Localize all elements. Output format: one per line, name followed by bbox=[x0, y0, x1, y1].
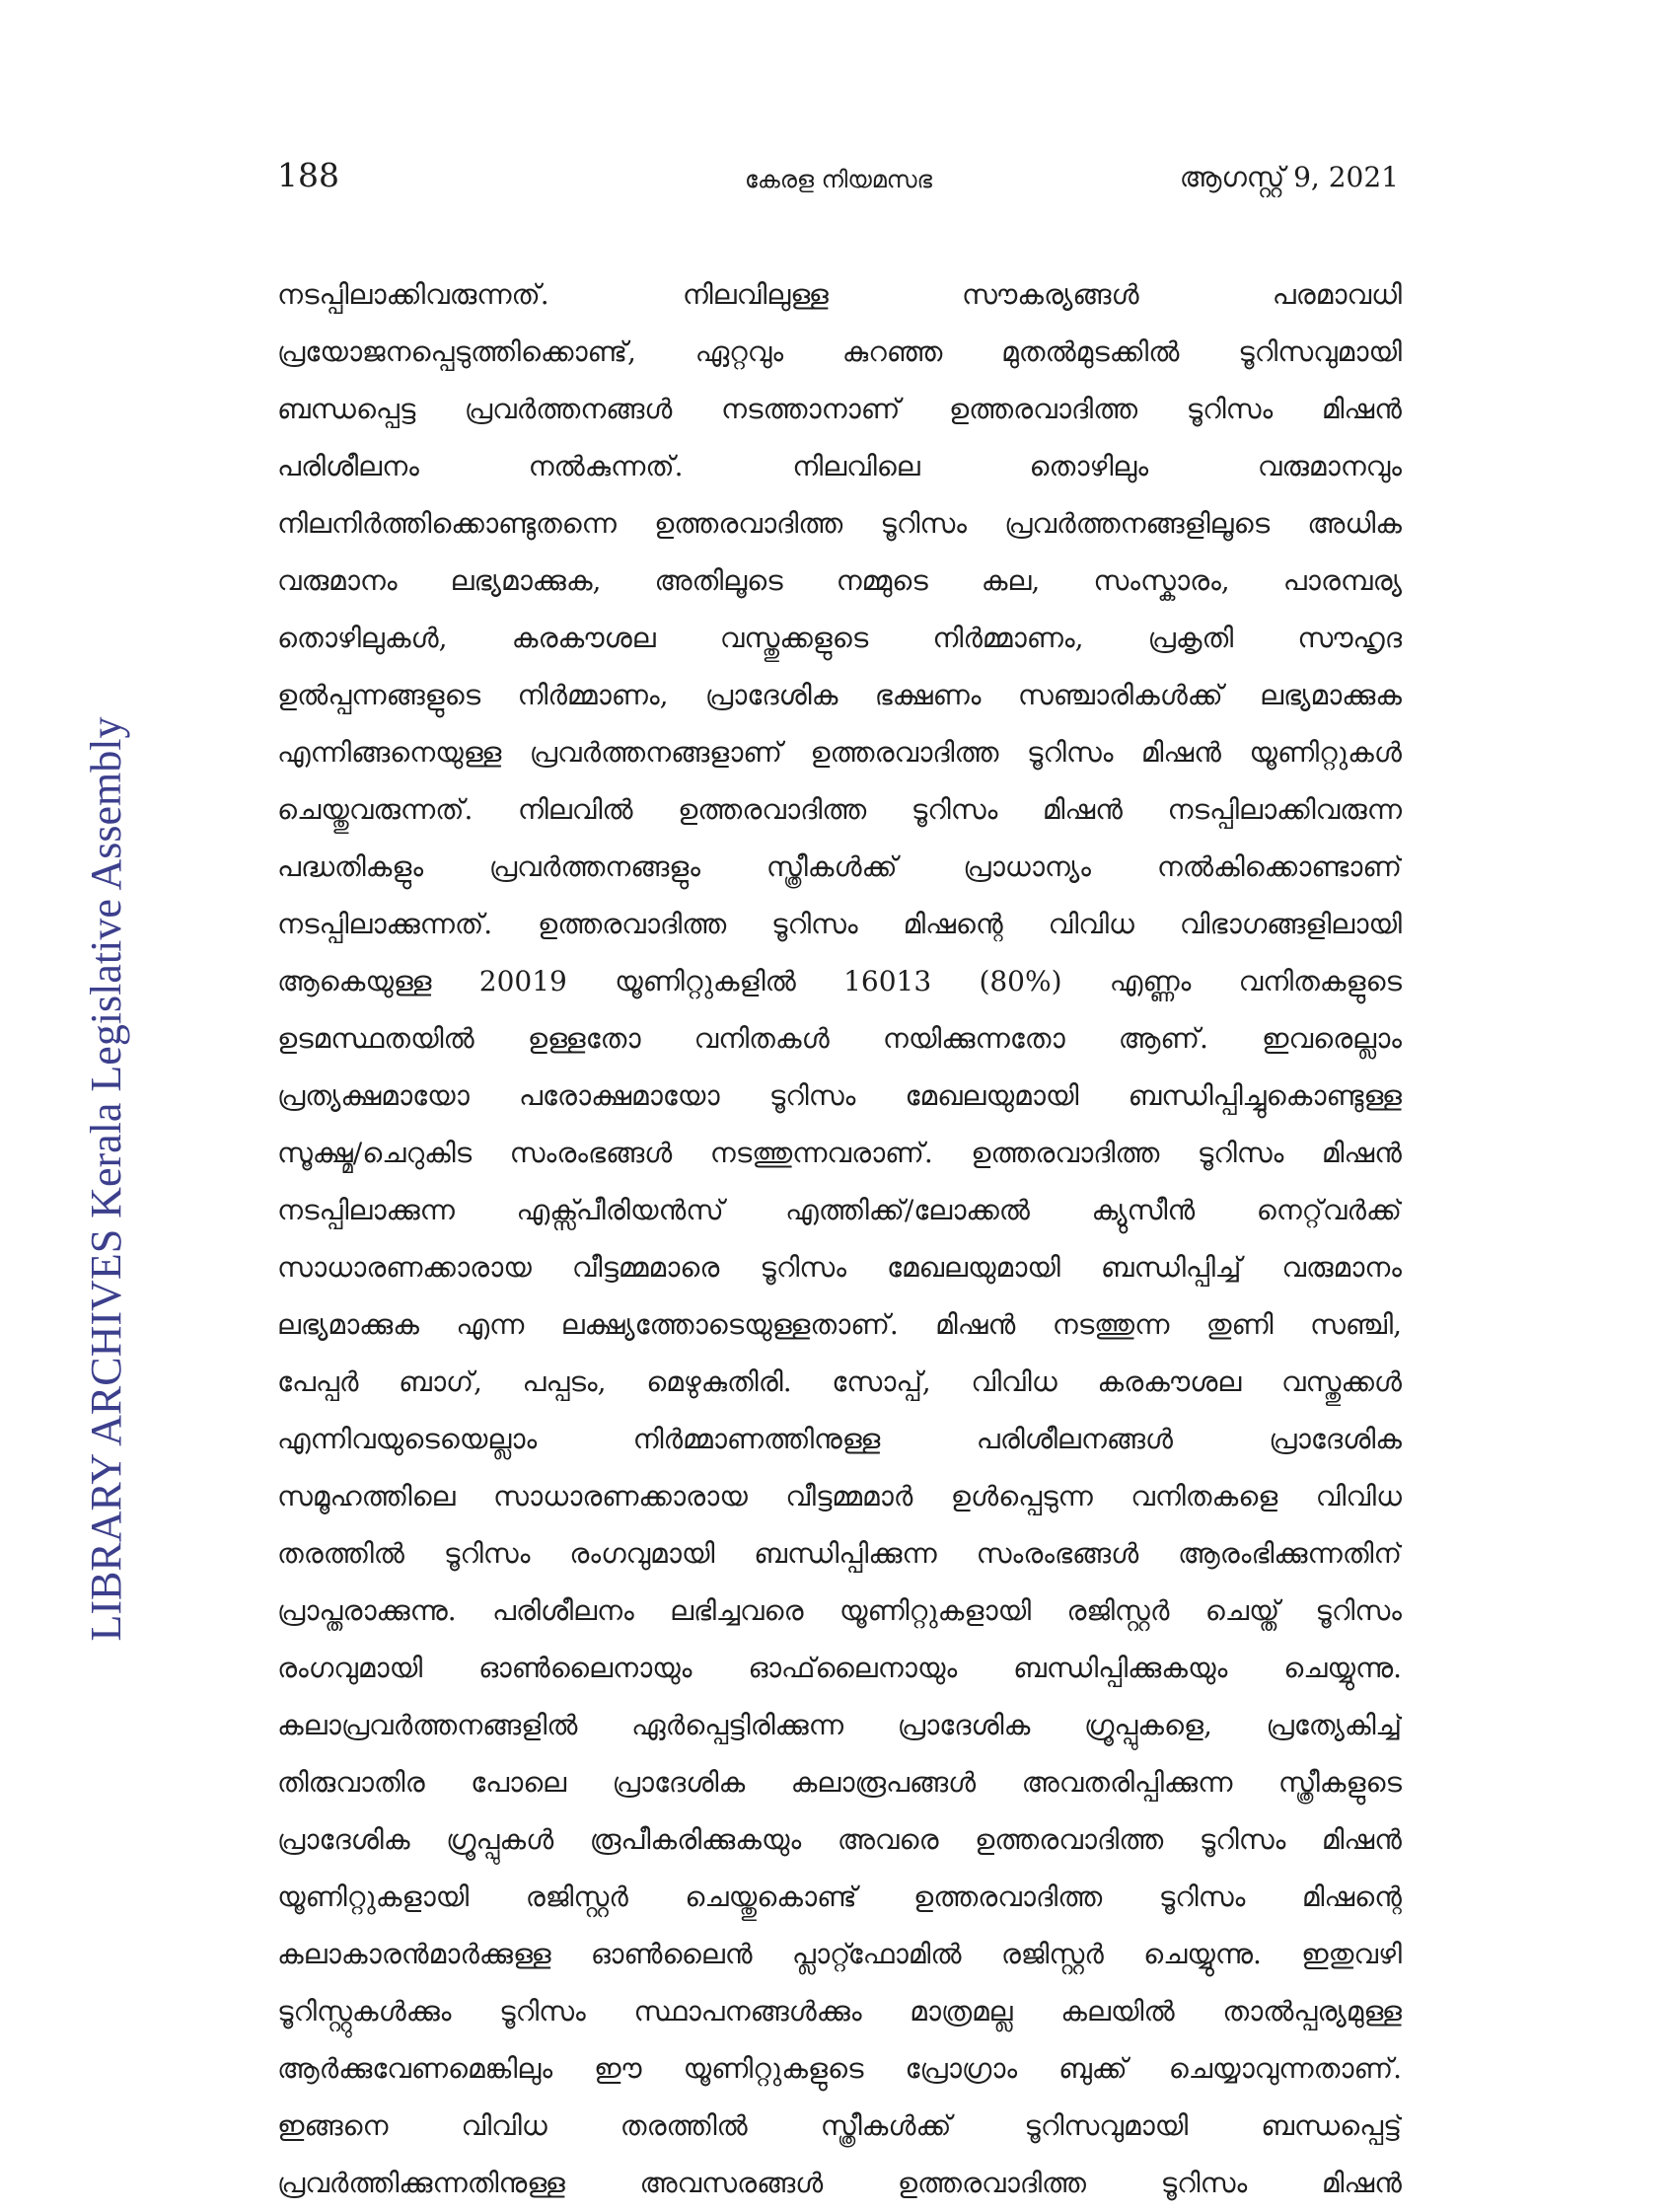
text-line: ആകെയുള്ള 20019 യൂണിറ്റുകളിൽ 16013 (80%) എണ്ണം വനിതകളുടെ bbox=[277, 965, 1402, 997]
text-line: നടപ്പിലാക്കുന്നത്. ഉത്തരവാദിത്ത ടൂറിസം മിഷന്റെ വിവിധ വിഭാഗങ്ങളിലായി bbox=[277, 908, 1402, 940]
text-line: സാധാരണക്കാരായ വീട്ടമ്മമാരെ ടൂറിസം മേഖലയുമായി ബന്ധിപ്പിച്ച് വരുമാനം bbox=[277, 1251, 1402, 1284]
text-line: പ്രവർത്തിക്കുന്നതിനുള്ള അവസരങ്ങൾ ഉത്തരവാദിത്ത ടൂറിസം മിഷൻ bbox=[277, 2167, 1402, 2199]
text-line: ബന്ധപ്പെട്ട പ്രവർത്തനങ്ങൾ നടത്താനാണ് ഉത്തരവാദിത്ത ടൂറിസം മിഷൻ bbox=[277, 393, 1402, 425]
archive-watermark: LIBRARY ARCHIVES Kerala Legislative Assembly bbox=[82, 716, 130, 1642]
text-line: സമൂഹത്തിലെ സാധാരണക്കാരായ വീട്ടമ്മമാർ ഉൾപ്പെടുന്ന വനിതകളെ വിവിധ bbox=[277, 1480, 1402, 1512]
text-line: ഇങ്ങനെ വിവിധ തരത്തിൽ സ്ത്രീകൾക്ക് ടൂറിസവുമായി ബന്ധപ്പെട്ട് bbox=[277, 2109, 1402, 2142]
text-line: പദ്ധതികളും പ്രവർത്തനങ്ങളും സ്ത്രീകൾക്ക് പ്രാധാന്യം നൽകിക്കൊണ്ടാണ് bbox=[277, 850, 1402, 883]
text-line: പരിശീലനം നൽകുന്നത്. നിലവിലെ തൊഴിലും വരുമാനവും bbox=[277, 450, 1402, 482]
text-line: എന്നിവയുടെയെല്ലാം നിർമ്മാണത്തിനുള്ള പരിശീലനങ്ങൾ പ്രാദേശിക bbox=[277, 1423, 1402, 1455]
text-line: കലാപ്രവർത്തനങ്ങളിൽ ഏർപ്പെട്ടിരിക്കുന്ന പ്രാദേശിക ഗ്രൂപ്പുകളെ, പ്രത്യേകിച്ച് bbox=[277, 1709, 1402, 1741]
text-line: വരുമാനം ലഭ്യമാക്കുക, അതിലൂടെ നമ്മുടെ കല, സംസ്കാരം, പാരമ്പര്യ bbox=[277, 564, 1402, 597]
text-line: തരത്തിൽ ടൂറിസം രംഗവുമായി ബന്ധിപ്പിക്കുന്ന സംരംഭങ്ങൾ ആരംഭിക്കുന്നതിന് bbox=[277, 1537, 1402, 1570]
text-line: നിലനിർത്തിക്കൊണ്ടുതന്നെ ഉത്തരവാദിത്ത ടൂറിസം പ്രവർത്തനങ്ങളിലൂടെ അധിക bbox=[277, 507, 1402, 540]
running-head: കേരള നിയമസഭ bbox=[744, 166, 933, 193]
body-text bbox=[277, 266, 1402, 2212]
text-line: നടപ്പിലാക്കുന്ന എക്സ്പീരിയൻസ് എത്തിക്ക്/ലോക്കൽ ക്യുസീൻ നെറ്റ്‌വർക്ക് bbox=[277, 1194, 1402, 1226]
text-line: യൂണിറ്റുകളായി രജിസ്റ്റർ ചെയ്തുകൊണ്ട് ഉത്തരവാദിത്ത ടൂറിസം മിഷന്റെ bbox=[277, 1880, 1402, 1913]
text-line: എന്നിങ്ങനെയുള്ള പ്രവർത്തനങ്ങളാണ് ഉത്തരവാദിത്ത ടൂറിസം മിഷൻ യൂണിറ്റുകൾ bbox=[277, 736, 1402, 769]
text-line: സൂക്ഷ്മ/ചെറുകിട സംരംഭങ്ങൾ നടത്തുന്നവരാണ്. ഉത്തരവാദിത്ത ടൂറിസം മിഷൻ bbox=[277, 1137, 1402, 1169]
page-date: ആഗസ്റ്റ് 9, 2021 bbox=[1179, 161, 1399, 193]
text-line: പ്രാദേശിക ഗ്രൂപ്പുകൾ രൂപീകരിക്കുകയും അവരെ ഉത്തരവാദിത്ത ടൂറിസം മിഷൻ bbox=[277, 1823, 1402, 1856]
text-line: പ്രയോജനപ്പെടുത്തിക്കൊണ്ട്, ഏറ്റവും കുറഞ്ഞ മുതൽമുടക്കിൽ ടൂറിസവുമായി bbox=[277, 335, 1402, 368]
text-line: രംഗവുമായി ഓൺലൈനായും ഓഫ്‌ലൈനായും ബന്ധിപ്പിക്കുകയും ചെയ്യുന്നു. bbox=[277, 1652, 1402, 1684]
page-number: 188 bbox=[277, 156, 339, 194]
text-line: നടപ്പിലാക്കിവരുന്നത്. നിലവിലുള്ള സൗകര്യങ്ങൾ പരമാവധി bbox=[277, 278, 1402, 311]
text-line: കലാകാരൻമാർക്കുള്ള ഓൺലൈൻ പ്ലാറ്റ്ഫോമിൽ രജിസ്റ്റർ ചെയ്യുന്നു. ഇതുവഴി bbox=[277, 1938, 1402, 1970]
text-line: ഉടമസ്ഥതയിൽ ഉള്ളതോ വനിതകൾ നയിക്കുന്നതോ ആണ്. ഇവരെല്ലാം bbox=[277, 1022, 1402, 1055]
text-line: പ്രത്യക്ഷമായോ പരോക്ഷമായോ ടൂറിസം മേഖലയുമായി ബന്ധിപ്പിച്ചുകൊണ്ടുള്ള bbox=[277, 1079, 1402, 1112]
text-line: ലഭ്യമാക്കുക എന്ന ലക്ഷ്യത്തോടെയുള്ളതാണ്. മിഷൻ നടത്തുന്ന തുണി സഞ്ചി, bbox=[277, 1308, 1402, 1341]
text-line: പേപ്പർ ബാഗ്, പപ്പടം, മെഴുകുതിരി. സോപ്പ്, വിവിധ കരകൗശല വസ്തുക്കൾ bbox=[277, 1365, 1402, 1398]
text-line: ഉൽപ്പന്നങ്ങളുടെ നിർമ്മാണം, പ്രാദേശിക ഭക്ഷണം സഞ്ചാരികൾക്ക് ലഭ്യമാക്കുക bbox=[277, 679, 1402, 711]
text-line: ആർക്കുവേണമെങ്കിലും ഈ യൂണിറ്റുകളുടെ പ്രോഗ്രാം ബുക്ക് ചെയ്യാവുന്നതാണ്. bbox=[277, 2052, 1402, 2085]
text-line: ചെയ്തുവരുന്നത്. നിലവിൽ ഉത്തരവാദിത്ത ടൂറിസം മിഷൻ നടപ്പിലാക്കിവരുന്ന bbox=[277, 793, 1402, 826]
text-line: തൊഴിലുകൾ, കരകൗശല വസ്തുക്കളുടെ നിർമ്മാണം, പ്രകൃതി സൗഹൃദ bbox=[277, 622, 1402, 654]
text-line: പ്രാപ്തരാക്കുന്നു. പരിശീലനം ലഭിച്ചവരെ യൂണിറ്റുകളായി രജിസ്റ്റർ ചെയ്ത് ടൂറിസം bbox=[277, 1594, 1402, 1627]
text-line: ടൂറിസ്റ്റുകൾക്കും ടൂറിസം സ്ഥാപനങ്ങൾക്കും മാത്രമല്ല കലയിൽ താൽപ്പര്യമുള്ള bbox=[277, 1995, 1402, 2028]
text-line: തിരുവാതിര പോലെ പ്രാദേശിക കലാരൂപങ്ങൾ അവതരിപ്പിക്കുന്ന സ്ത്രീകളുടെ bbox=[277, 1766, 1402, 1799]
